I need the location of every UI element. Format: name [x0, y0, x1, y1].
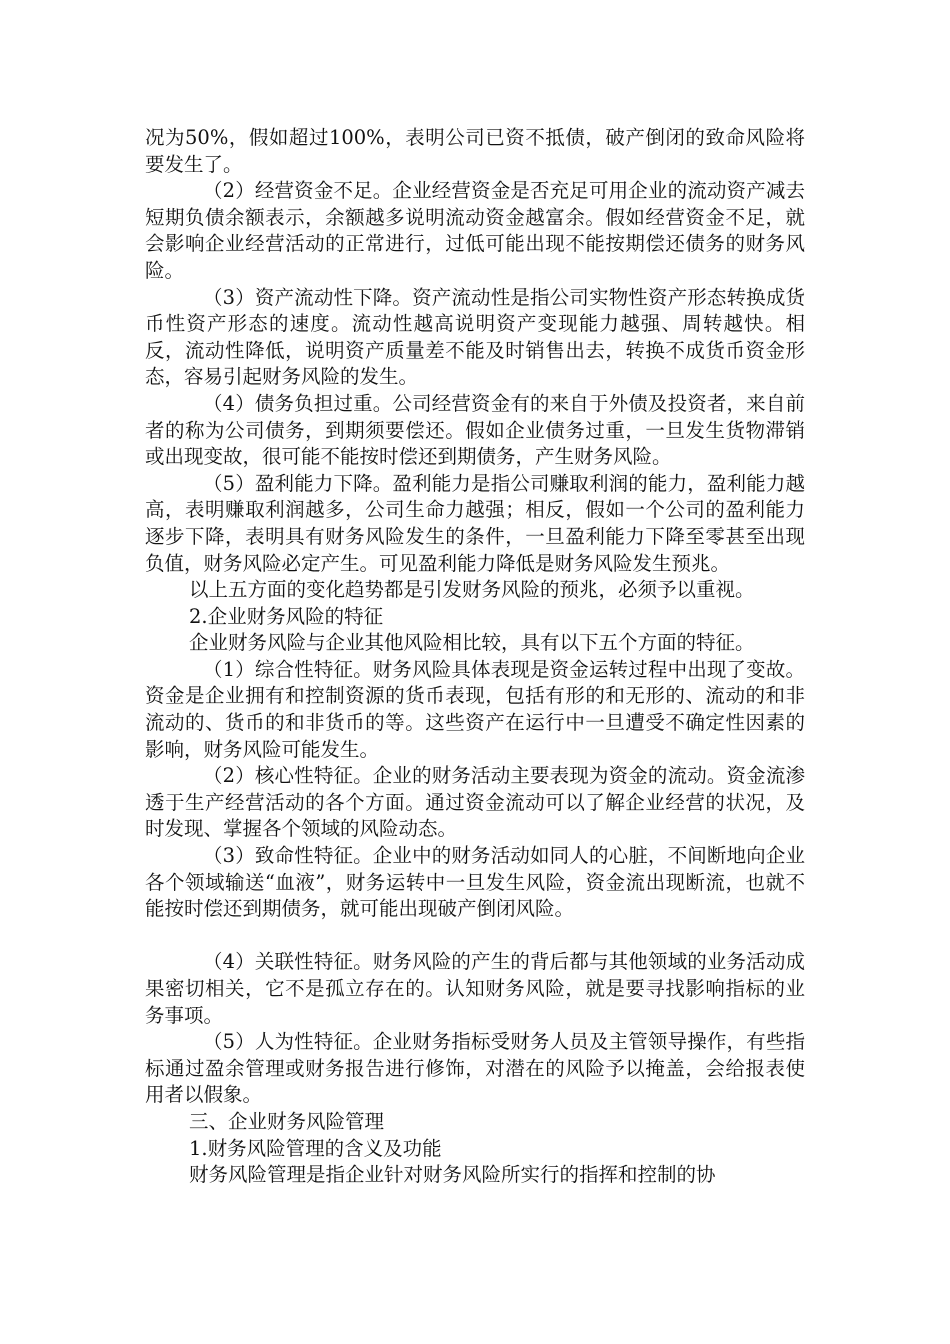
paragraph-features-intro: 企业财务风险与企业其他风险相比较，具有以下五个方面的特征。 [189, 631, 755, 655]
paragraph-working-capital: （2）经营资金不足。企业经营资金是否充足可用企业的流动资产减去短期负债余额表示，余额越多说明流动资金越富余。假如经营资金不足，就会影响企业经营活动的正常进行，过低可能出现不能按期偿还债务的财务风险。 [145, 179, 805, 282]
paragraph-feature-fatal: （3）致命性特征。企业中的财务活动如同人的心脏，不间断地向企业各个领域输送“血液”，财务运转中一旦发生风险，资金流出现断流，也就不能按时偿还到期债务，就可能出现破产倒闭风险。 [145, 844, 805, 921]
paragraph-profitability: （5）盈利能力下降。盈利能力是指公司赚取利润的能力，盈利能力越高，表明赚取利润越多，公司生命力越强；相反，假如一个公司的盈利能力逐步下降，表明具有财务风险发生的条件，一旦盈利能力下降至零甚至出现负值，财务风险必定产生。可见盈利能力降低是财务风险发生预兆。 [145, 471, 805, 575]
document-body [145, 125, 805, 1189]
paragraph-feature-comprehensive: （1）综合性特征。财务风险具体表现是资金运转过程中出现了变故。资金是企业拥有和控制资源的货币表现，包括有形的和无形的、流动的和非流动的、货币的和非货币的等。这些资产在运行中一旦遭受不确定性因素的影响，财务风险可能发生。 [145, 657, 805, 761]
section-heading-features: 2.企业财务风险的特征 [189, 604, 384, 628]
paragraph-feature-human: （5）人为性特征。企业财务指标受财务人员及主管领导操作，有些指标通过盈余管理或财务报告进行修饰，对潜在的风险予以掩盖，会给报表使用者以假象。 [145, 1030, 805, 1107]
paragraph-risk-ratio-continued: 况为50%，假如超过100%，表明公司已资不抵债，破产倒闭的致命风险将要发生了。 [145, 126, 805, 176]
paragraph-feature-core: （2）核心性特征。企业的财务活动主要表现为资金的流动。资金流渗透于生产经营活动的各个方面。通过资金流动可以了解企业经营的状况，及时发现、掌握各个领域的风险动态。 [145, 764, 805, 841]
paragraph-debt-burden: （4）债务负担过重。公司经营资金有的来自于外债及投资者，来自前者的称为公司债务，到期须要偿还。假如企业债务过重，一旦发生货物滞销或出现变故，很可能不能按时偿还到期债务，产生财务风险。 [145, 391, 805, 469]
paragraph-asset-liquidity: （3）资产流动性下降。资产流动性是指公司实物性资产形态转换成货币性资产形态的速度。流动性越高说明资产变现能力越强、周转越快。相反，流动性降低，说明资产质量差不能及时销售出去，转换不成货币资金形态，容易引起财务风险的发生。 [145, 285, 805, 389]
paragraph-definition: 财务风险管理是指企业针对财务风险所实行的指挥和控制的协 [189, 1163, 716, 1187]
paragraph-summary: 以上五方面的变化趋势都是引发财务风险的预兆，必须予以重视。 [189, 578, 755, 602]
subsection-heading-definition: 1.财务风险管理的含义及功能 [189, 1136, 442, 1160]
paragraph-feature-related: （4）关联性特征。财务风险的产生的背后都与其他领域的业务活动成果密切相关，它不是孤立存在的。认知财务风险，就是要寻找影响指标的业务事项。 [145, 950, 805, 1027]
section-heading-risk-management: 三、企业财务风险管理 [189, 1109, 385, 1133]
